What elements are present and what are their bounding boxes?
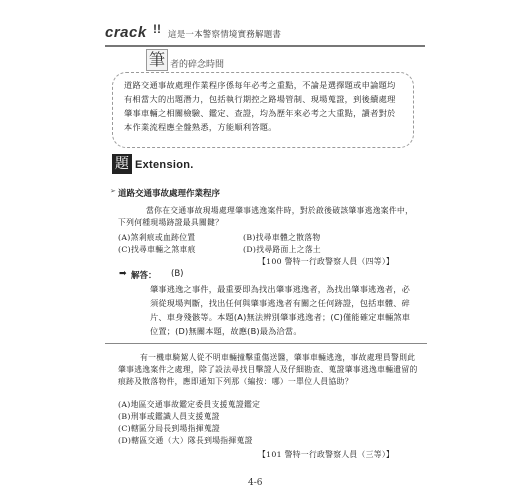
- question-1-option-d: (D)找尋路面上之落土: [243, 245, 322, 254]
- section-marker-icon: ➢: [110, 187, 116, 195]
- brand-number: !!: [153, 22, 161, 36]
- answer-explanation: 肇事逃逸之事件，最重要即為找出肇事逃逸者，為找出肇事逃逸者，必須從現場判斷，找出任何與肇事逃逸者有關之任何跡證，包括車體、碎片、車身殘骸等。本題(A)無法辨別肇事逃逸者；(C)僅能確定車輛煞車位置；(D)無關本題，故應(B)最為洽當。: [150, 284, 411, 336]
- section-divider: [105, 343, 427, 344]
- book-subtitle: 這是一本警察情境實務解題書: [168, 30, 282, 40]
- note-title-initial: 筆: [146, 49, 168, 71]
- page-number: 4-6: [248, 478, 263, 488]
- header-divider: [105, 45, 425, 47]
- answer-choice: (B): [171, 269, 184, 279]
- answer-label: 解答：: [131, 271, 157, 281]
- note-text: 道路交通事故處理作業程序係每年必考之重點，不論是選擇題或申論題均有相當大的出題潛力，包括執行期控之路場管制、現場蒐證，到後續處理肇事車輛之相關檢驗、鑑定、查證，均為歷年來必考之大重點，讀者對於本作業流程應全盤熟悉，方能順利答題。: [124, 80, 396, 132]
- brand-logo: crack: [105, 24, 147, 41]
- question-1-option-b: (B)找尋車體之散落物: [243, 233, 321, 242]
- question-2-option-b: (B)刑事或鑑識人員支援蒐證: [118, 412, 220, 421]
- question-2-option-a: (A)地區交通事故鑑定委員支援蒐證鑑定: [118, 400, 261, 409]
- question-2-option-c: (C)轄區分局長到場指揮蒐證: [118, 424, 221, 433]
- question-2-option-d: (D)轄區交通（大）隊長到場指揮蒐證: [118, 436, 253, 445]
- question-1-text: 當你在交通事故現場處理肇事逃逸案件時，對於啟後破該肇事逃逸案件中，下列何種現場跡證最具關鍵？: [118, 206, 414, 227]
- question-2-source: 【101 警特一行政警察人員（三等）】: [258, 450, 395, 459]
- question-2-text: 有一機車騎駕人從不明車輛撞擊重傷送醫，肇事車輛逃逸，事故處理員警則此肇事逃逸案件之處理，除了設法尋找目擊證人及仔細勘查、蒐證肇事逃逸車輛遺留的痕跡及散落物件，應即通知下列那（編按：哪）一單位人員協助？: [118, 353, 418, 386]
- note-title: 者的碎念時間: [170, 60, 225, 70]
- extension-heading: Extension.: [135, 159, 194, 171]
- answer-arrow-icon: ➡: [119, 269, 127, 279]
- question-1-option-a: (A)煞剎痕或血跡位置: [118, 233, 196, 242]
- section-title: 道路交通事故處理作業程序: [118, 189, 221, 199]
- extension-icon: 題: [112, 154, 132, 174]
- question-1-option-c: (C)找尋車輛之煞車痕: [118, 245, 196, 254]
- question-1-source: 【100 警特一行政警察人員（四等）】: [258, 257, 395, 266]
